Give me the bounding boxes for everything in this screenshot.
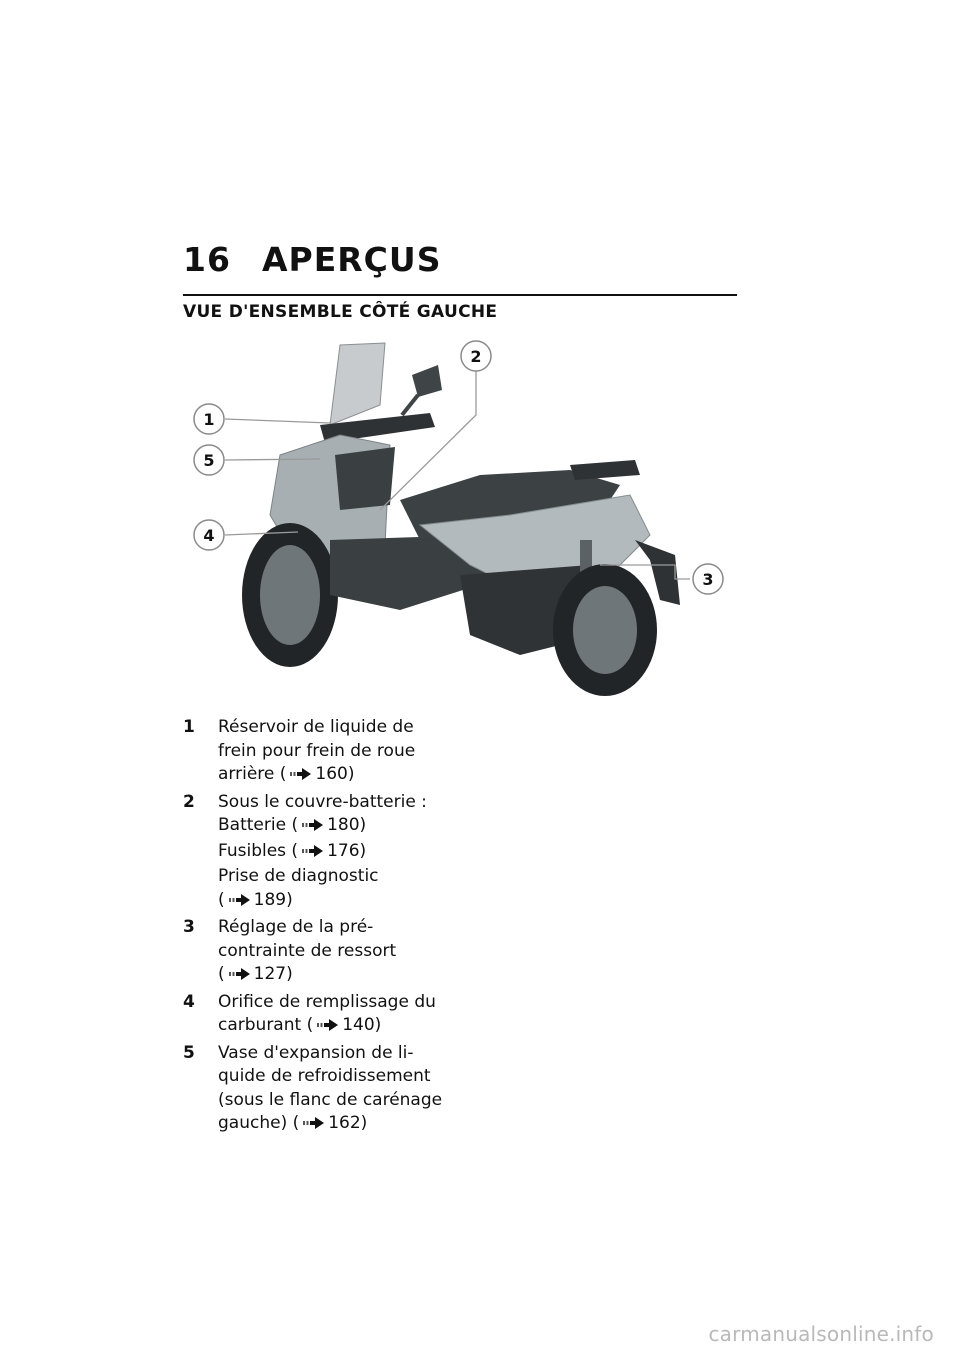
page-reference-arrow-icon [303, 1114, 325, 1138]
page-reference-arrow-icon [317, 1016, 339, 1040]
page-reference[interactable]: 189) [253, 889, 293, 910]
item-text: (sous le flanc de carénage [218, 1089, 443, 1110]
component-list [183, 716, 483, 1140]
item-text: Fusibles ( [218, 840, 299, 861]
list-item [183, 716, 483, 789]
item-number: 2 [183, 791, 195, 812]
page-reference-arrow-icon [302, 842, 324, 866]
list-item [183, 1042, 483, 1138]
header-rule [183, 294, 737, 296]
item-text: quide de refroidissement [218, 1066, 431, 1086]
callout-5 [194, 445, 224, 475]
page-reference[interactable]: 160) [315, 764, 355, 784]
item-text: Prise de diagnostic [218, 866, 379, 886]
page-reference-arrow-icon [290, 765, 312, 789]
page-reference-arrow-icon [229, 965, 251, 989]
item-text: Orifice de remplissage du [218, 991, 436, 1012]
callout-1 [194, 404, 224, 434]
glovebox-shape [335, 447, 395, 510]
rear-rim-shape [573, 586, 637, 674]
front-rim-shape [260, 545, 320, 645]
svg-text:5: 5 [203, 451, 215, 470]
list-item [183, 916, 483, 989]
page-reference-arrow-icon [302, 816, 324, 840]
callout-3 [693, 564, 723, 594]
item-text: Réservoir de liquide de [218, 717, 414, 737]
page-reference[interactable]: 176) [327, 840, 367, 861]
scooter-drawing [180, 335, 740, 705]
list-item [183, 991, 483, 1040]
callout-4 [194, 520, 224, 550]
page-number: 16 [183, 240, 231, 279]
item-number: 5 [183, 1042, 195, 1063]
svg-text:3: 3 [702, 570, 714, 589]
scooter-illustration [180, 335, 740, 705]
item-text: frein pour frein de roue [218, 740, 416, 761]
chapter-title: APERÇUS [262, 240, 442, 279]
page-reference[interactable]: 127) [253, 964, 293, 984]
item-text: ( [218, 889, 225, 910]
svg-text:4: 4 [203, 526, 215, 545]
item-text: gauche) ( [218, 1113, 300, 1133]
item-text: Batterie ( [218, 815, 299, 835]
mirror-shape [412, 365, 442, 397]
svg-text:1: 1 [203, 410, 215, 429]
page-reference[interactable]: 140) [342, 1015, 382, 1035]
item-number: 1 [183, 717, 195, 737]
item-text: Réglage de la pré- [218, 917, 374, 937]
page-reference-arrow-icon [229, 891, 251, 915]
item-text: Sous le couvre-batterie : [218, 791, 427, 812]
list-item [183, 791, 483, 915]
page-reference[interactable]: 162) [328, 1113, 368, 1133]
rear-rack-shape [570, 460, 640, 480]
item-text: contrainte de ressort [218, 940, 397, 961]
page-reference[interactable]: 180) [327, 815, 367, 835]
svg-text:2: 2 [470, 347, 482, 366]
item-number: 4 [183, 991, 195, 1012]
item-number: 3 [183, 917, 195, 937]
item-text: Vase d'expansion de li- [218, 1042, 414, 1063]
windscreen-shape [330, 343, 385, 425]
callout-2 [461, 341, 491, 371]
item-text: carburant ( [218, 1015, 314, 1035]
watermark: carmanualsonline.info [708, 1322, 934, 1346]
section-title: VUE D'ENSEMBLE CÔTÉ GAUCHE [183, 302, 498, 322]
item-text: ( [218, 964, 225, 984]
item-text: arrière ( [218, 764, 287, 784]
